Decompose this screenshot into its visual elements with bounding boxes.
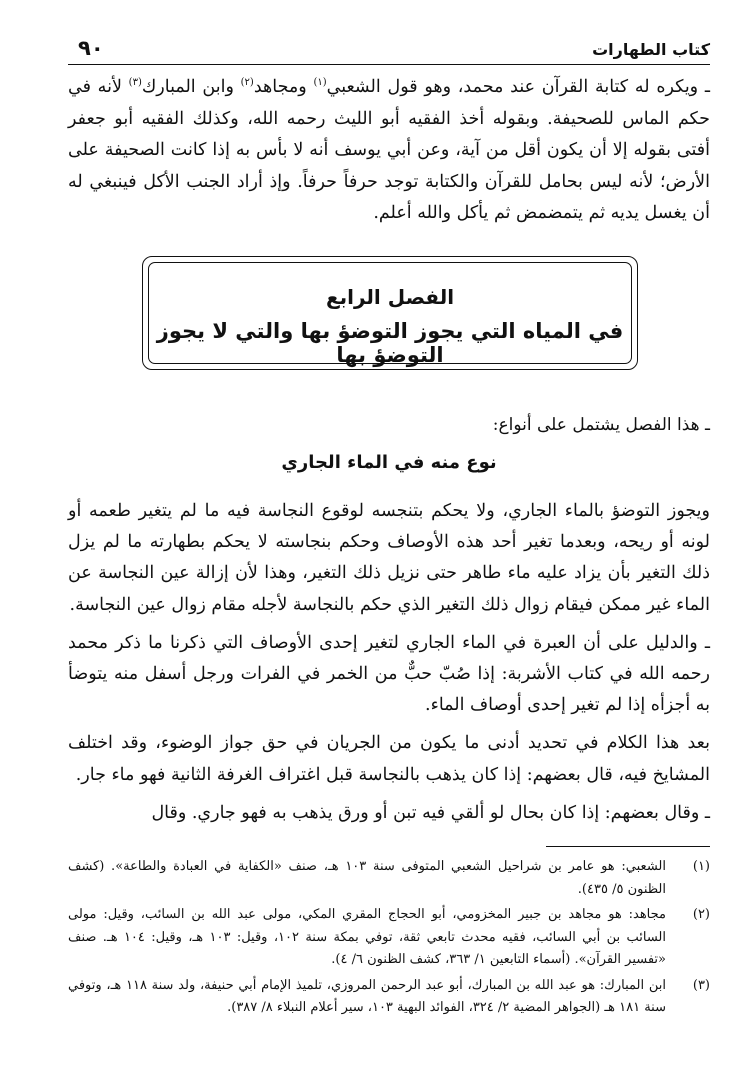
footnote-number: (٣) [692, 977, 710, 993]
footnote-ref-2: (٢) [240, 77, 254, 89]
intro-text-lead: ـ ويكره له كتابة القرآن عند محمد، وهو قول الشعبي [326, 77, 710, 97]
chapter-title: الفصل الرابع [325, 285, 455, 309]
chapter-heading-frame [142, 256, 638, 370]
body-paragraph: ويجوز التوضؤ بالماء الجاري، ولا يحكم بتنجسه لوقوع النجاسة فيه ما لم يتغير طعمه أو لونه أو ريحه، وبعدما تغير أحد هذه الأوصاف وحكم بنجاسته لا يحكم بطهارته ما لم يزل ذلك التغير بأن يزاد عليه ماء طاهر حتى نزيل ذلك التغير، وهذا لأن إزالة عين النجاسة عن الماء غير ممكن فيقام زوال ذلك التغير الذي حكم بالنجاسة لأجله مقام زوال عين النجاسة. [68, 501, 710, 615]
page-number: ٩٠ [78, 36, 104, 60]
footnote [68, 975, 710, 1020]
footnote-number: (١) [692, 859, 710, 874]
footnote [68, 856, 710, 901]
subsection-heading: نوع منه في الماء الجاري [281, 452, 497, 473]
book-section-title: كتاب الطهارات [592, 40, 710, 59]
intro-text-mid1: ومجاهد [253, 77, 314, 97]
body-paragraph: ـ والدليل على أن العبرة في الماء الجاري لتغير إحدى الأوصاف التي ذكرنا ما ذكر محمد رحمه الله في كتاب الأشربة: إذا صُبّ حبٌّ من الخمر في الفرات ورجل أسفل منه يتوضأ به أجزأه إذا لم تغير إحدى أوصاف الماء. [68, 632, 710, 716]
body-paragraph: ـ وقال بعضهم: إذا كان بحال لو ألقي فيه تبن أو ورق يذهب به فهو جاري. وقال [151, 802, 710, 823]
footnotes [68, 856, 710, 1023]
body-paragraph: بعد هذا الكلام في تحديد أدنى ما يكون من الجريان في حق جواز الوضوء، وقد اختلف المشايخ فيه، قال بعضهم: إذا كان يذهب بالنجاسة قبل اغتراف الغرفة الثانية فهو ماء جار. [68, 733, 710, 785]
lead-in-line: ـ هذا الفصل يشتمل على أنواع: [492, 415, 710, 435]
footnote [68, 904, 710, 972]
running-header [68, 36, 710, 65]
footnote-number: (٢) [692, 907, 710, 922]
footnote-ref-3: (٣) [128, 77, 142, 89]
footnote-text: الشعبي: هو عامر بن شراحيل الشعبي المتوفى سنة ١٠٣ هـ، صنف «الكفاية في العبادة والطاعة». (كشف الظنون ٥/ ٤٣٥). [68, 859, 666, 897]
footnote-divider [546, 846, 710, 847]
intro-text-mid2: وابن المبارك [141, 77, 241, 97]
main-text [68, 496, 710, 836]
intro-paragraph [68, 72, 710, 230]
intro-text-rest: لأنه في حكم الماس للصحيفة. وبقوله أخذ الفقيه أبو الليث رحمه الله، وكذلك الفقيه أبو جعفر أفتى بقوله إلا أن يكون أقل من آية، وعن أبي يوسف أنه لا بأس به إذا كانت الصحيفة على الأرض؛ لأنه ليس بحامل للقرآن والكتابة توجد حرفاً حرفاً. وإذ أراد الجنب الأكل فينبغي له أن يغسل يديه ثم يتمضمض ثم يأكل والله أعلم. [68, 77, 710, 223]
chapter-heading-inner-frame [148, 262, 632, 367]
footnote-ref-1: (١) [313, 77, 327, 89]
footnote-text: ابن المبارك: هو عبد الله بن المبارك، أبو عبد الرحمن المروزي، تلميذ الإمام أبي حنيفة، ولد سنة ١١٨ هـ، وتوفي سنة ١٨١ هـ (الجواهر المضية ٢/ ٣٢٤، الفوائد البهية ١٠٣، سير أعلام النبلاء ٨/ ٣٨٧). [68, 977, 666, 1015]
footnote-text: مجاهد: هو مجاهد بن جبير المخزومي، أبو الحجاج المقري المكي، مولى عبد الله بن السائب، وقيل: مولى السائب بن أبي السائب، فقيه محدث تابعي ثقة، توفي بمكة سنة ١٠٢، وقيل: ١٠٣ هـ، وقيل: ١٠٤ هـ. صنف «تفسير القرآن». (أسماء التابعين ١/ ٣٦٣، كشف الظنون ٦/ ٤). [68, 907, 666, 967]
chapter-subtitle: في المياه التي يجوز التوضؤ بها والتي لا يجوز التوضؤ بها [156, 319, 624, 367]
